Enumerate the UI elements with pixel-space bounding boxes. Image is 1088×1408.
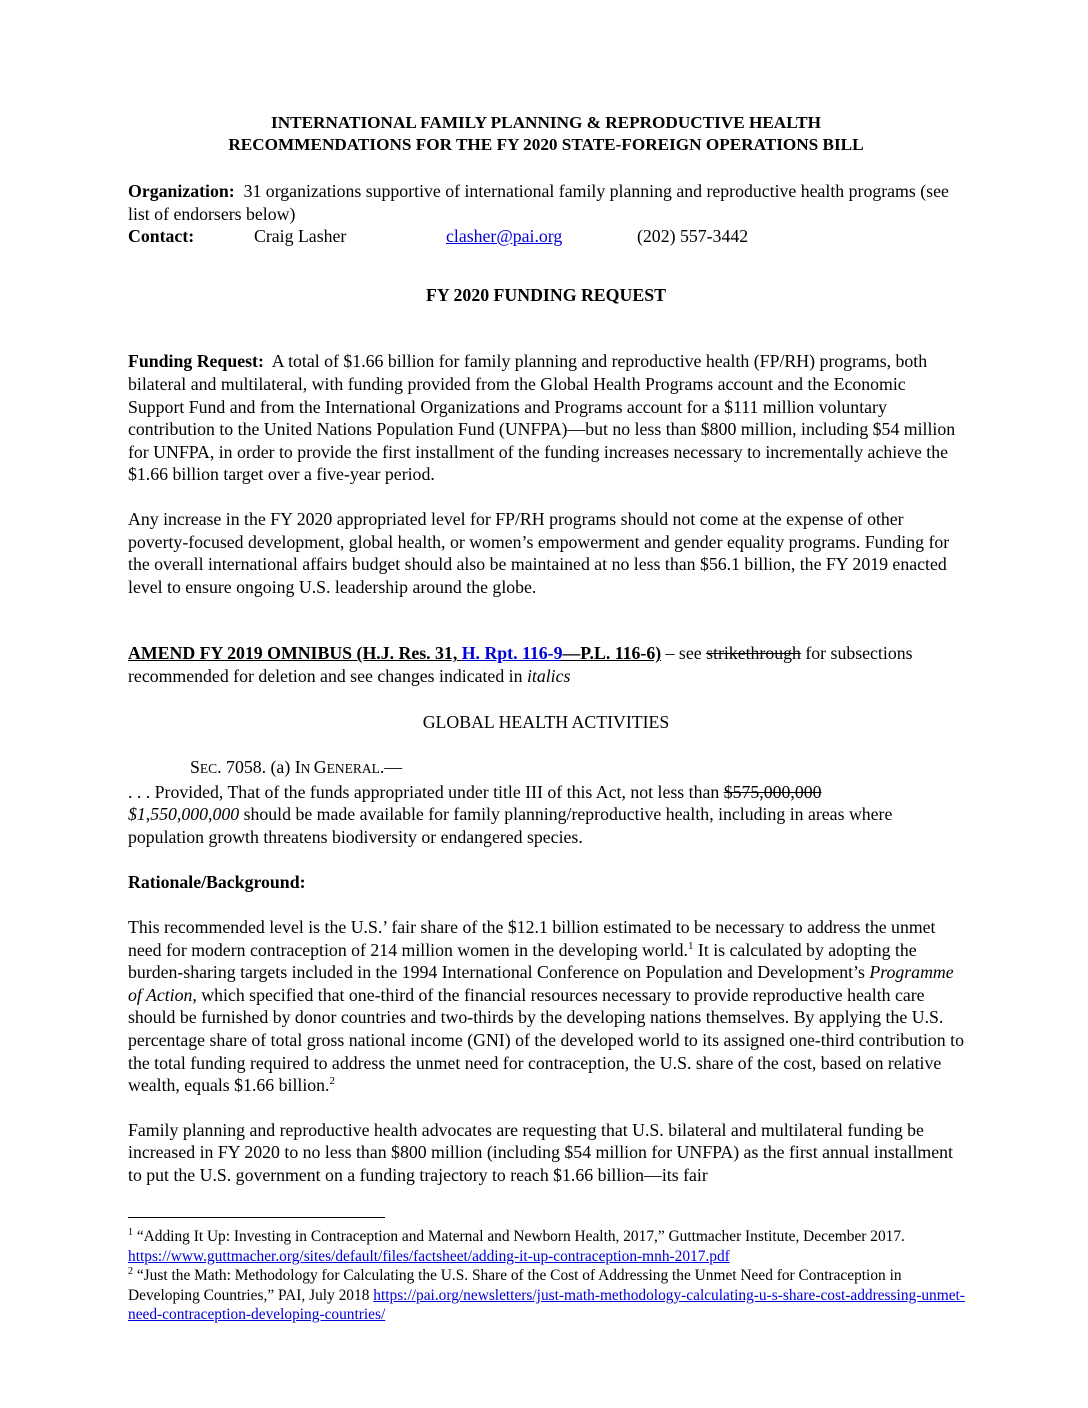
amend-text-1: – see (661, 643, 707, 664)
rationale-heading: Rationale/Background: (128, 872, 306, 893)
footnote-separator (128, 1217, 385, 1218)
italics-example: italics (526, 665, 571, 686)
title-line-2: RECOMMENDATIONS FOR THE FY 2020 STATE-FOREIGN OPERATIONS BILL (228, 135, 864, 154)
organization-label: Organization (128, 181, 229, 201)
funding-request-text: A total of $1.66 billion for family planning and reproductive health (FP/RH) programs, both bilateral and multilateral, with funding provided from the Global Health Programs account and the Economic Support Fund and from the International Organizations and Programs account for a $111 million voluntary contribution to the United Nations Population Fund (UNFPA)—but no less than $800 million, including $54 million for UNFPA, in order to provide the first installment of the funding increases necessary to incrementally achieve the $1.66 billion target over a five-year period. (128, 351, 956, 485)
title-line-1: INTERNATIONAL FAMILY PLANNING & REPRODUCTIVE HEALTH (271, 113, 821, 132)
sec-heading: SEC. 7058. (a) IN GENERAL.— (190, 757, 403, 778)
amend-text-2: for subsections recommended for deletion and see changes indicated in (128, 643, 913, 686)
footnote-1-link[interactable]: https://www.guttmacher.org/sites/default/files/factsheet/adding-it-up-contraception-mnh-2017.pdf (128, 1247, 730, 1265)
strikethrough-example: strikethrough (706, 643, 801, 664)
document-page (128, 112, 964, 1187)
struck-amount: $575,000,000 (723, 781, 822, 802)
footnote-2-link[interactable]: https://pai.org/newsletters/just-math-methodology-calculating-u-s-share-cost-addressing-unmet-need-contraception-developing-countries/ (128, 1286, 965, 1324)
funding-request-label: Funding Request (128, 351, 258, 372)
increase-paragraph: Any increase in the FY 2020 appropriated level for FP/RH programs should not come at the expense of other poverty-focused development, global health, or women’s empowerment and gender equality programs. Funding for the overall international affairs budget should also be maintained at no less than $56.1 billion, the FY 2019 enacted level to ensure ongoing U.S. leadership around the globe. (128, 508, 950, 597)
rationale-paragraph-2: Family planning and reproductive health advocates are requesting that U.S. bilateral and multilateral funding be increased in FY 2020 to no less than $800 million (including $54 million for UNFPA) as the first annual installment to put the U.S. government on a funding trajectory to reach $1.66 billion—its fair (128, 1119, 953, 1185)
contact-row: Contact: Craig Lasher clasher@pai.org (202) 557-3442 (128, 226, 749, 247)
global-health-heading: GLOBAL HEALTH ACTIVITIES (422, 711, 670, 732)
new-amount: $1,550,000,000 (128, 804, 240, 825)
contact-phone: (202) 557-3442 (637, 226, 749, 247)
amend-paragraph (128, 642, 964, 687)
organization-text: 31 organizations supportive of international family planning and reproductive health programs (see list of endorsers below) (128, 181, 949, 224)
organization-paragraph: Organization: 31 organizations supportive of international family planning and reproductive health programs (see list of endorsers below) (128, 181, 949, 224)
house-report-link[interactable]: H. Rpt. 116-9 (461, 643, 563, 664)
footnotes (128, 1227, 968, 1325)
contact-label: Contact (128, 226, 189, 247)
footnote-2: $^2$ “Just the Math: Methodology for Calculating the U.S. Share of the Cost of Addressing the Unmet Need for Contraception in Developing Countries,” PAI, July 2018 https://pai.org/newsletters/just-math-methodology-calculating-u-s-share-cost-addressing-unmet-need-contraception-developing-countries/ (128, 1266, 965, 1324)
amend-title-part1: AMEND FY 2019 OMNIBUS (H.J. Res. 31, (128, 643, 462, 664)
rationale-paragraph-1: This recommended level is the U.S.’ fair share of the $12.1 billion estimated to be necessary to address the unmet need for modern contraception of 214 million women in the developing world.$^1$ It is calculated by adopting the burden-sharing targets included in the 1994 International Conference on Population and Development’s Programme of Action, which specified that one-third of the financial resources necessary to provide reproductive health care should be furnished by donor countries and two-thirds by the developing nations themselves. By applying the U.S. percentage share of total gross national income (GNI) of the developed world to its assigned one-third contribution to the total funding required to address the unmet need for contraception, the U.S. share of the cost, based on relative wealth, equals $1.66 billion.$^2$ (128, 917, 964, 1096)
footnote-ref-2[interactable]: 2 (329, 1075, 335, 1088)
amend-title-part2: —P.L. 116-6) (562, 643, 662, 664)
contact-email-link[interactable]: clasher@pai.org (446, 226, 563, 247)
contact-name: Craig Lasher (254, 226, 347, 247)
footnote-ref-1[interactable]: 1 (687, 939, 694, 952)
funding-request-paragraph: Funding Request: A total of $1.66 billion for family planning and reproductive health (FP/RH) programs, both bilateral and multilateral, with funding provided from the Global Health Programs account and the Economic Support Fund and from the International Organizations and Programs account for a $111 million voluntary contribution to the United Nations Population Fund (UNFPA)—but no less than $800 million, including $54 million for UNFPA, in order to provide the first installment of the funding increases necessary to incrementally achieve the $1.66 billion target over a five-year period. (128, 351, 956, 485)
footnote-1: $^1$ “Adding It Up: Investing in Contraception and Maternal and Newborn Health, 2017,” Guttmacher Institute, December 2017. https://www.guttmacher.org/sites/default/files/factsheet/adding-it-up-contraception-mnh-2017.pdf (128, 1227, 905, 1265)
funding-heading: FY 2020 FUNDING REQUEST (426, 284, 666, 305)
provided-paragraph: . . . Provided, That of the funds appropriated under title III of this Act, not less than $575,000,000 $1,550,000,000 should be made available for family planning/reproductive health, including in areas where population growth threatens biodiversity or endangered species. (128, 781, 893, 847)
document-title (128, 112, 964, 156)
